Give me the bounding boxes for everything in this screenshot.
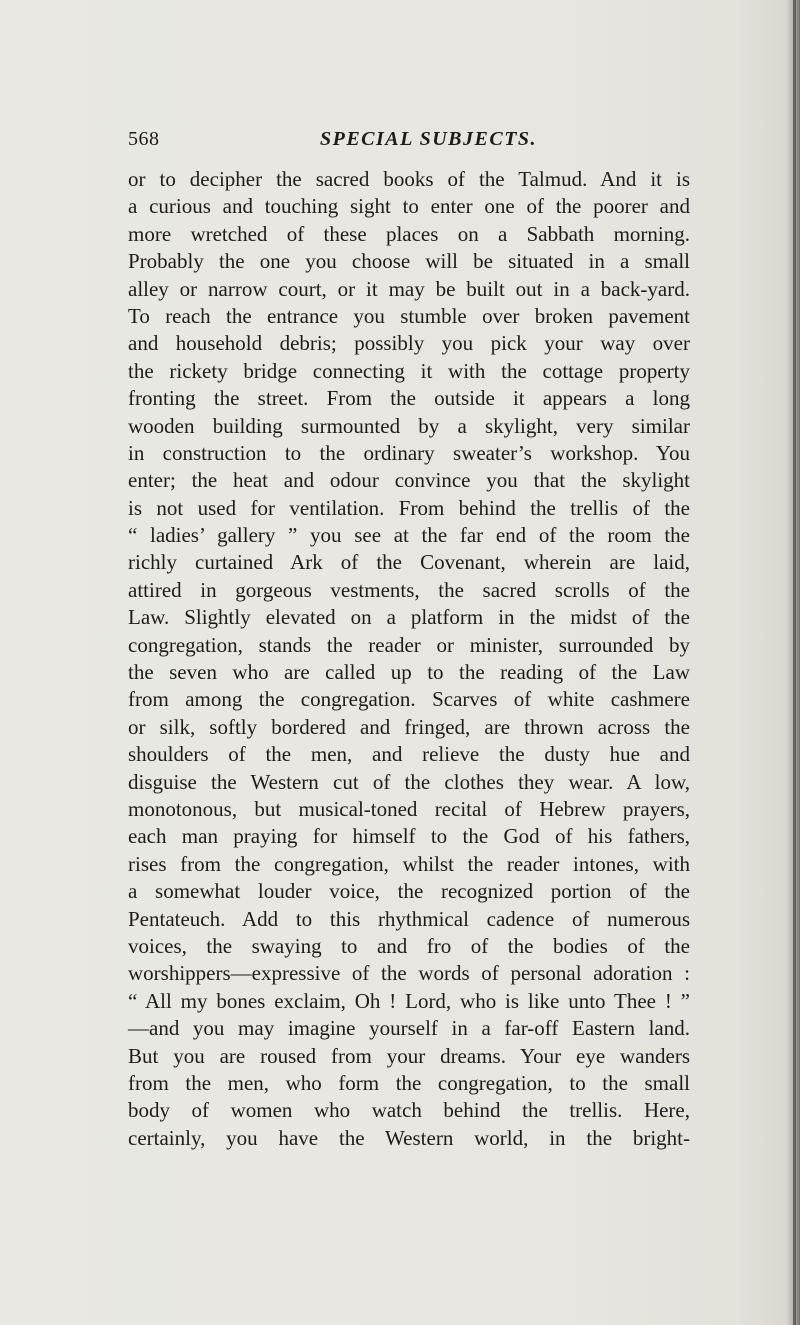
text-line: a somewhat louder voice, the recognized portion of the bbox=[128, 879, 690, 904]
text-line: or silk, softly bordered and fringed, are thrown across the bbox=[128, 714, 690, 739]
text-line: more wretched of these places on a Sabbath morning. bbox=[128, 221, 690, 246]
text-line: from among the congregation. Scarves of white cashmere bbox=[128, 687, 690, 712]
text-line: body of women who watch behind the trellis. Here, bbox=[128, 1098, 690, 1123]
text-line: each man praying for himself to the God of his fathers, bbox=[128, 824, 690, 849]
text-line: certainly, you have the Western world, in the bright- bbox=[128, 1125, 690, 1150]
text-line: But you are roused from your dreams. Your eye wanders bbox=[128, 1043, 690, 1068]
text-line: is not used for ventilation. From behind the trellis of the bbox=[128, 495, 690, 520]
text-line: the seven who are called up to the reading of the Law bbox=[128, 660, 690, 685]
text-line: To reach the entrance you stumble over broken pavement bbox=[128, 303, 690, 328]
running-title: SPECIAL SUBJECTS. bbox=[320, 128, 538, 150]
text-line: or to decipher the sacred books of the Talmud. And it is bbox=[128, 167, 690, 191]
text-line: Pentateuch. Add to this rhythmical cadence of numerous bbox=[128, 906, 690, 931]
text-line: attired in gorgeous vestments, the sacred scrolls of the bbox=[128, 577, 690, 602]
text-line: congregation, stands the reader or minister, surrounded by bbox=[128, 632, 690, 657]
text-line: alley or narrow court, or it may be built out in a back-yard. bbox=[128, 276, 690, 301]
running-head bbox=[128, 128, 688, 158]
text-line: in construction to the ordinary sweater’s workshop. You bbox=[128, 440, 690, 465]
text-line: wooden building surmounted by a skylight, very similar bbox=[128, 413, 690, 438]
text-line: “ All my bones exclaim, Oh ! Lord, who is like unto Thee ! ” bbox=[128, 988, 690, 1013]
text-line: richly curtained Ark of the Covenant, wherein are laid, bbox=[128, 550, 690, 575]
text-line: disguise the Western cut of the clothes they wear. A low, bbox=[128, 769, 690, 794]
text-line: enter; the heat and odour convince you that the skylight bbox=[128, 468, 690, 493]
text-line: “ ladies’ gallery ” you see at the far end of the room the bbox=[128, 523, 690, 548]
text-line: fronting the street. From the outside it appears a long bbox=[128, 386, 690, 411]
text-line: —and you may imagine yourself in a far-off Eastern land. bbox=[128, 1016, 690, 1041]
text-line: Law. Slightly elevated on a platform in the midst of the bbox=[128, 605, 690, 630]
page-number: 568 bbox=[128, 128, 160, 150]
page-edge bbox=[793, 0, 796, 1325]
text-line: and household debris; possibly you pick your way over bbox=[128, 331, 690, 356]
text-line: rises from the congregation, whilst the reader intones, with bbox=[128, 851, 690, 876]
text-line: the rickety bridge connecting it with the cottage property bbox=[128, 358, 690, 383]
text-line: monotonous, but musical-toned recital of Hebrew prayers, bbox=[128, 796, 690, 821]
text-line: shoulders of the men, and relieve the dusty hue and bbox=[128, 742, 690, 767]
body-text bbox=[128, 166, 690, 1152]
text-line: worshippers—expressive of the words of personal adoration : bbox=[128, 961, 690, 986]
text-line: a curious and touching sight to enter one of the poorer and bbox=[128, 194, 690, 219]
text-line: Probably the one you choose will be situated in a small bbox=[128, 249, 690, 274]
text-line: from the men, who form the congregation, to the small bbox=[128, 1070, 690, 1095]
text-line: voices, the swaying to and fro of the bodies of the bbox=[128, 933, 690, 958]
